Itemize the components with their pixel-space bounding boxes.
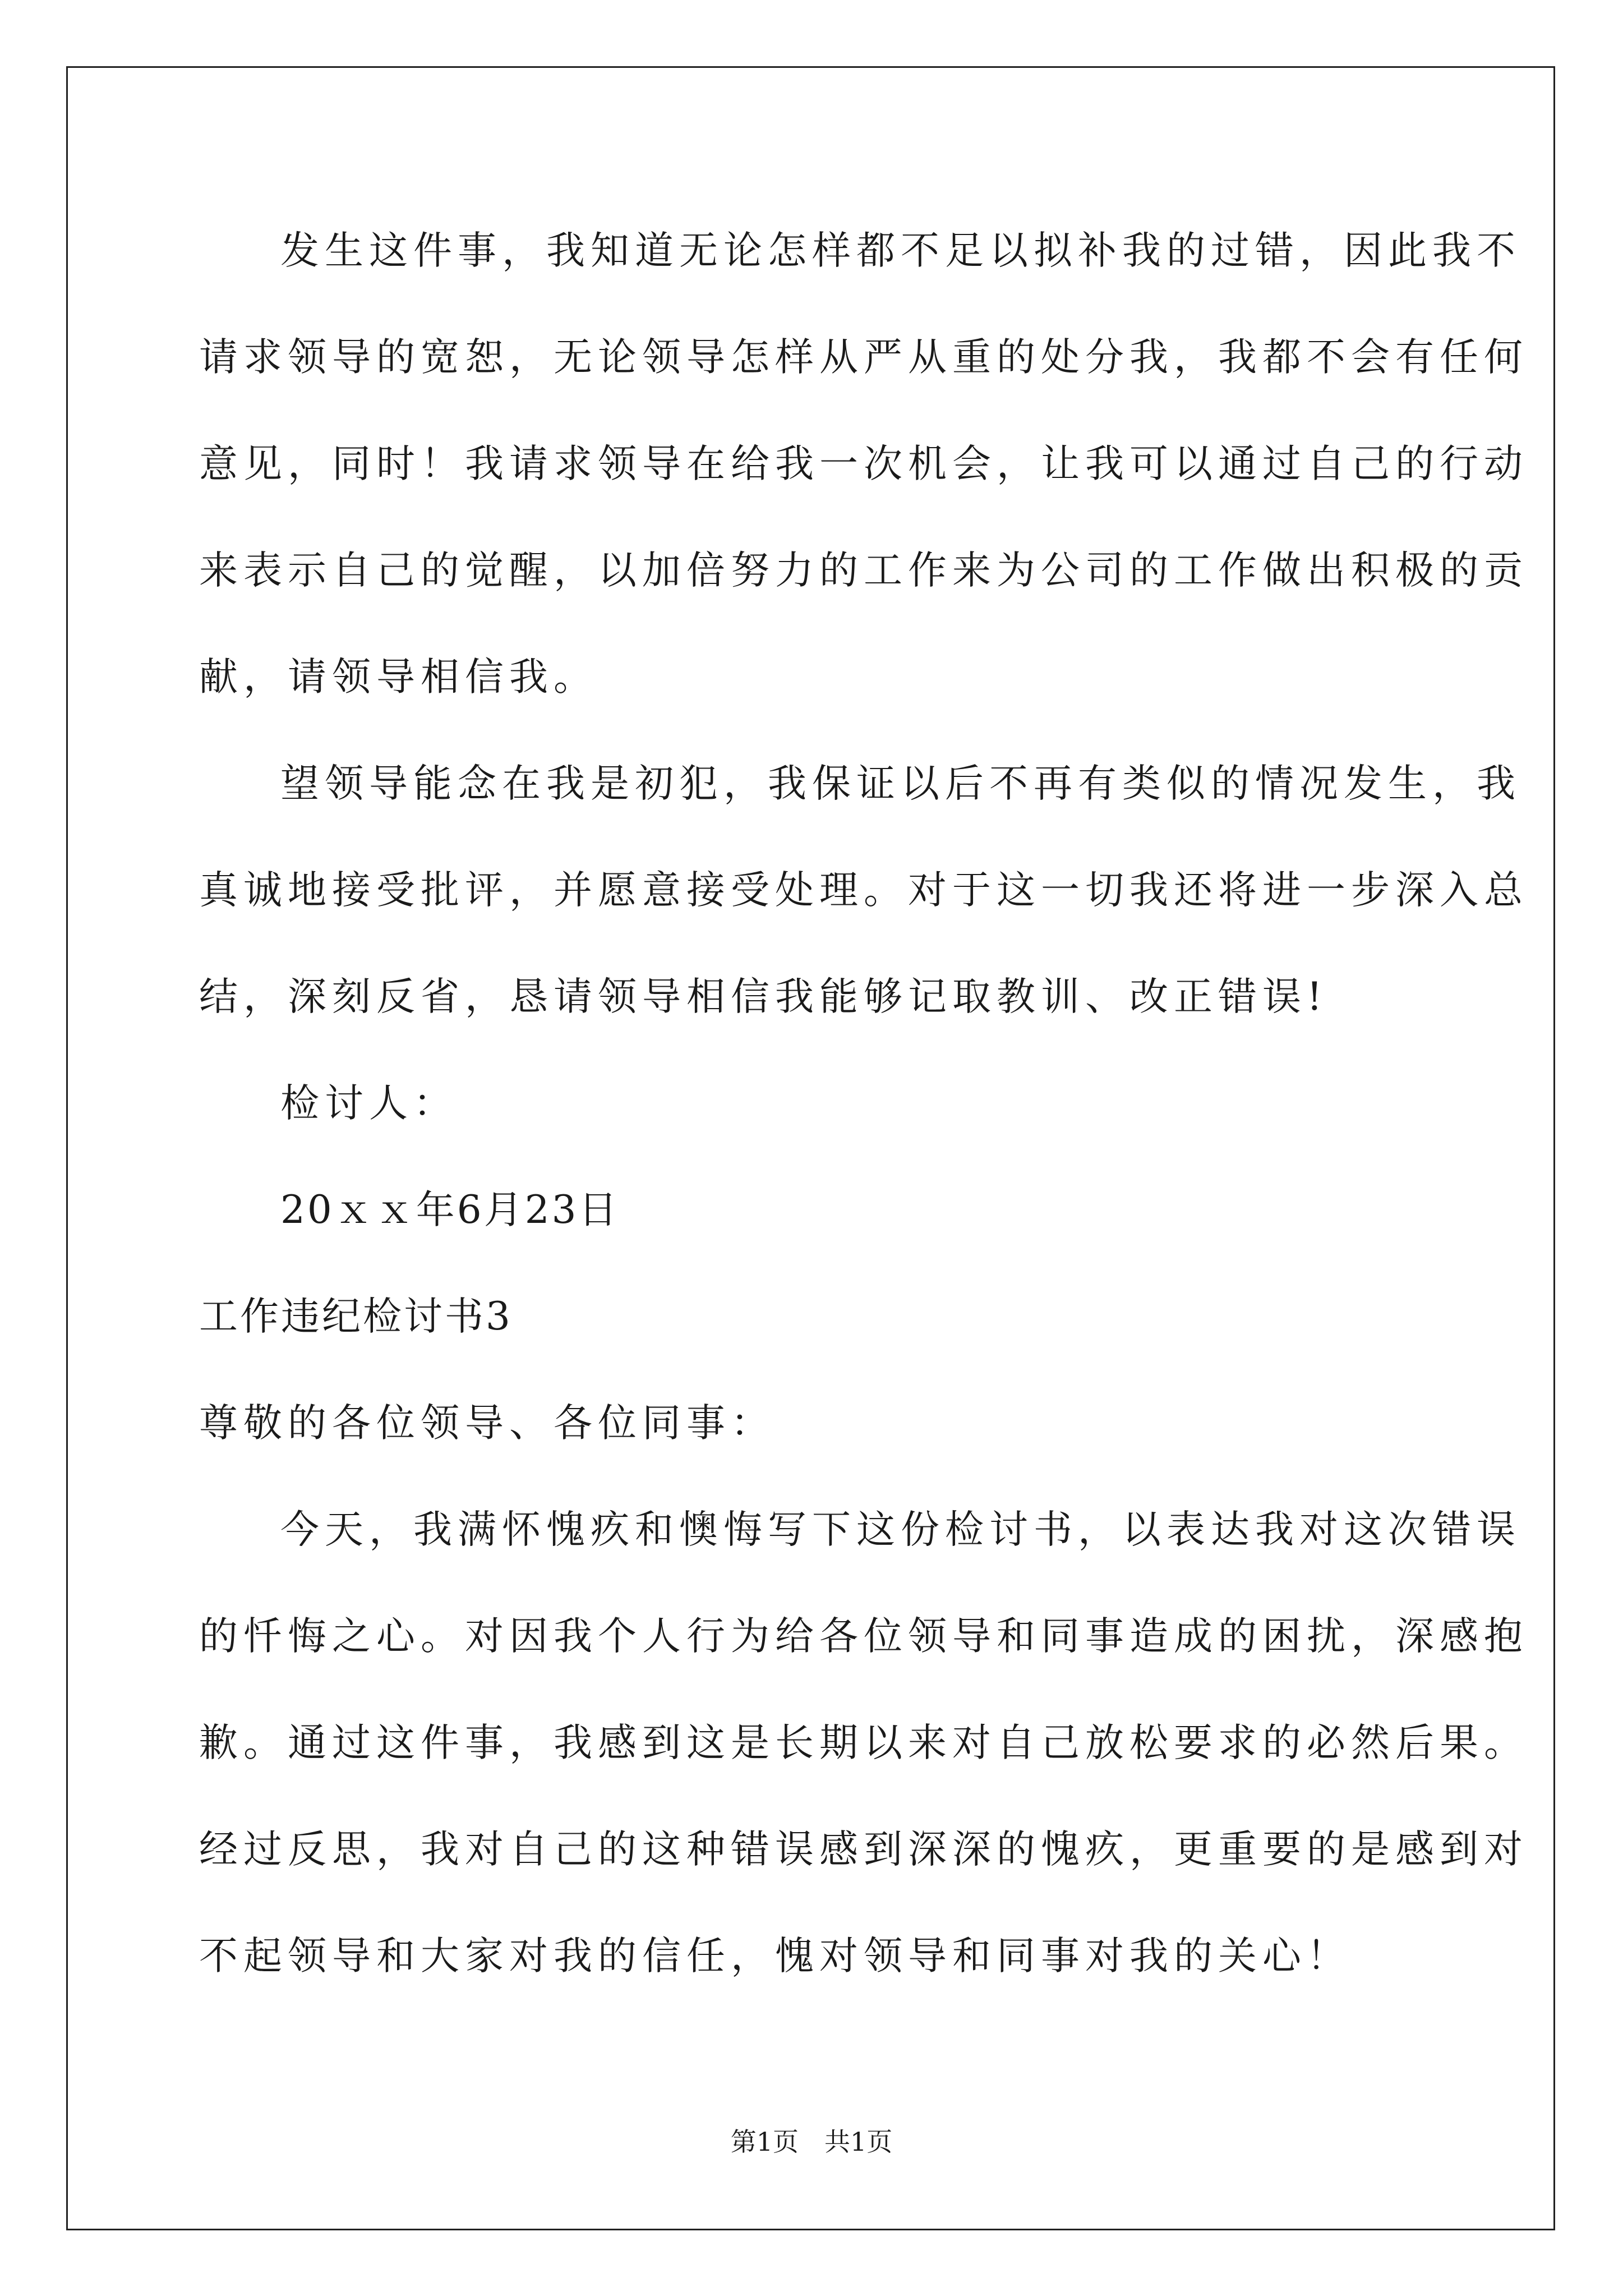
body-line: 今天，我满怀愧疚和懊悔写下这份检讨书，以表达我对这次错误 xyxy=(280,1507,1521,1552)
body-line: 的忏悔之心。对因我个人行为给各位领导和同事造成的困扰，深感抱 xyxy=(199,1614,1528,1659)
body-line: 望领导能念在我是初犯，我保证以后不再有类似的情况发生，我 xyxy=(280,761,1521,806)
body-line: 发生这件事，我知道无论怎样都不足以拟补我的过错，因此我不 xyxy=(280,228,1521,273)
body-line: 经过反思，我对自己的这种错误感到深深的愧疚，更重要的是感到对 xyxy=(199,1827,1528,1872)
section-title: 工作违纪检讨书3 xyxy=(199,1294,513,1339)
body-line: 意见，同时！我请求领导在给我一次机会，让我可以通过自己的行动 xyxy=(199,441,1528,486)
body-line: 结，深刻反省，恳请领导相信我能够记取教训、改正错误! xyxy=(199,974,1328,1019)
signer-label: 检讨人： xyxy=(280,1081,458,1126)
page-total: 共1页 xyxy=(824,2127,893,2157)
salutation: 尊敬的各位领导、各位同事： xyxy=(199,1401,775,1446)
page-border xyxy=(66,66,1555,2230)
body-line: 来表示自己的觉醒，以加倍努力的工作来为公司的工作做出积极的贡 xyxy=(199,548,1528,593)
page-footer xyxy=(0,2129,1623,2155)
body-line: 献，请领导相信我。 xyxy=(199,655,598,700)
body-line: 请求领导的宽恕，无论领导怎样从严从重的处分我，我都不会有任何 xyxy=(199,335,1528,380)
date-line: 20ｘｘ年6月23日 xyxy=(280,1188,620,1232)
body-line: 真诚地接受批评，并愿意接受处理。对于这一切我还将进一步深入总 xyxy=(199,868,1528,913)
body-line: 歉。通过这件事，我感到这是长期以来对自己放松要求的必然后果。 xyxy=(199,1720,1528,1765)
body-line: 不起领导和大家对我的信任，愧对领导和同事对我的关心！ xyxy=(199,1934,1351,1978)
page-number: 第1页 xyxy=(730,2127,799,2157)
